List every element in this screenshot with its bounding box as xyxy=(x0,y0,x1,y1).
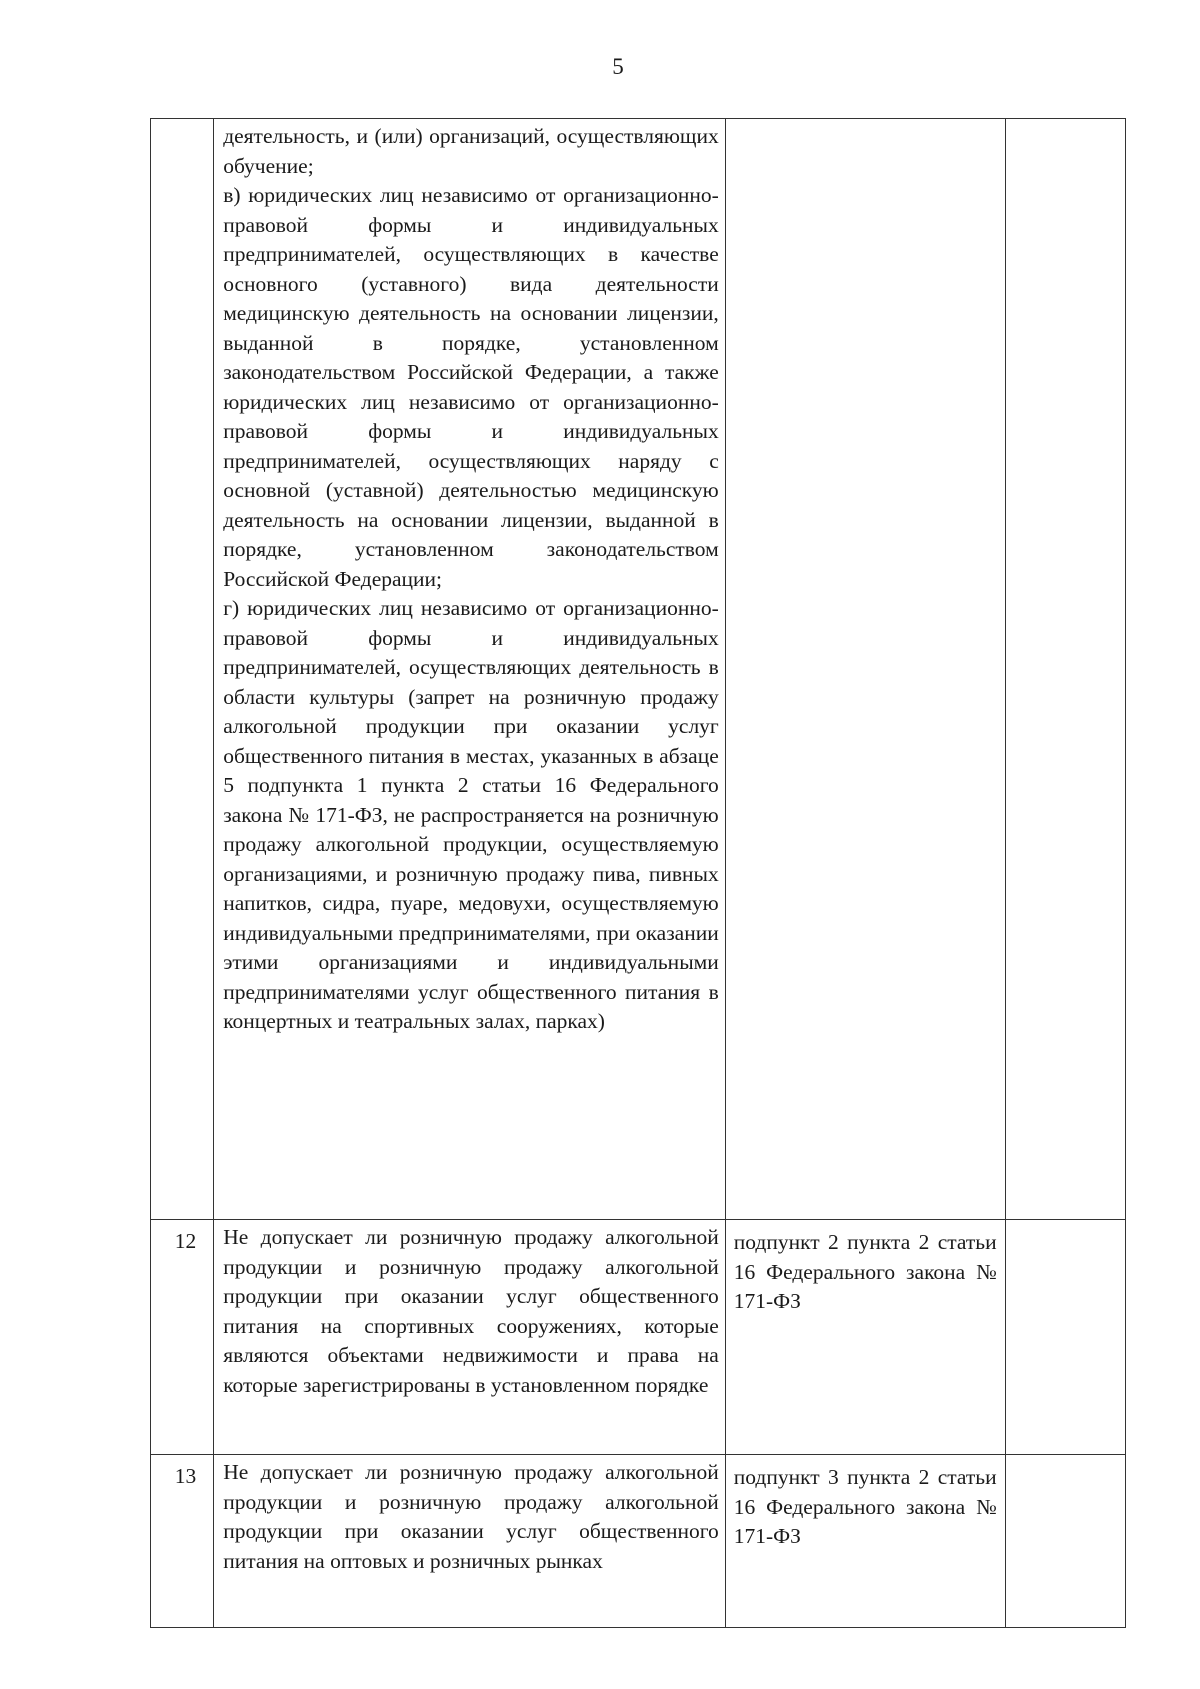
row-number-cell: 13 xyxy=(151,1455,214,1628)
question-paragraph: Не допускает ли розничную продажу алкогольной продукции и розничную продажу алкогольной продукции при оказании услуг общественного питания на спортивных сооружениях, которые являются объектами недвижимости и права на которые зарегистрированы в установленном порядке xyxy=(223,1225,719,1397)
row-number-cell: 12 xyxy=(151,1220,214,1455)
legal-reference-cell: подпункт 3 пункта 2 статьи 16 Федерального закона № 171-ФЗ xyxy=(725,1455,1005,1628)
page-number: 5 xyxy=(612,54,624,79)
question-paragraph: Не допускает ли розничную продажу алкогольной продукции и розничную продажу алкогольной продукции при оказании услуг общественного питания на оптовых и розничных рынках xyxy=(223,1460,719,1573)
answer-cell xyxy=(1005,1455,1125,1628)
table-row-12 xyxy=(151,1220,1126,1455)
checklist-table xyxy=(150,118,1126,1628)
answer-cell xyxy=(1005,1220,1125,1455)
legal-reference-cell xyxy=(725,119,1005,1220)
question-paragraph: г) юридических лиц независимо от организационно-правовой формы и индивидуальных предпринимателей, осуществляющих деятельность в области культуры (запрет на розничную продажу алкогольной продукции при оказании услуг общественного питания в местах, указанных в абзаце 5 подпункта 1 пункта 2 статьи 16 Федерального закона № 171-ФЗ, не распространяется на розничную продажу алкогольной продукции, осуществляемую организациями, и розничную продажу пива, пивных напитков, сидра, пуаре, медовухи, осуществляемую индивидуальными предпринимателями, при оказании этими организациями и индивидуальными предпринимателями услуг общественного питания в концертных и театральных залах, парках) xyxy=(223,596,719,1033)
answer-cell xyxy=(1005,119,1125,1220)
row-number-cell xyxy=(151,119,214,1220)
legal-reference-cell: подпункт 2 пункта 2 статьи 16 Федерального закона № 171-ФЗ xyxy=(725,1220,1005,1455)
question-paragraph: в) юридических лиц независимо от организационно-правовой формы и индивидуальных предпринимателей, осуществляющих в качестве основного (уставного) вида деятельности медицинскую деятельность на основании лицензии, выданной в порядке, установленном законодательством Российской Федерации, а также юридических лиц независимо от организационно-правовой формы и индивидуальных предпринимателей, осуществляющих наряду с основной (уставной) деятельностью медицинскую деятельность на основании лицензии, выданной в порядке, установленном законодательством Российской Федерации; xyxy=(223,183,719,591)
question-cell xyxy=(214,1455,726,1628)
table-row-13 xyxy=(151,1455,1126,1628)
question-paragraph: деятельность, и (или) организаций, осуществляющих обучение; xyxy=(223,124,719,178)
question-cell xyxy=(214,1220,726,1455)
question-cell xyxy=(214,119,726,1220)
table-row-continuation xyxy=(151,119,1126,1220)
